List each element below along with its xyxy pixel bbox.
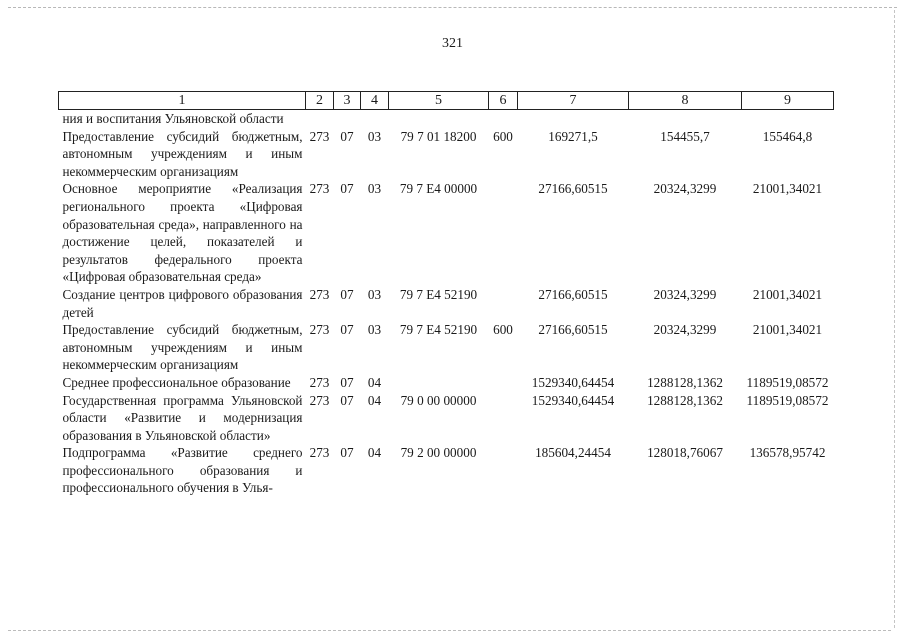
row-name: ния и воспитания Ульяновской области [62,111,284,126]
row-c8 [629,110,742,128]
row-c3 [334,110,361,128]
row-c4: 03 [367,286,382,302]
table-row [59,392,834,445]
row-c2: 273 [309,445,330,461]
row-c2: 273 [309,392,330,408]
row-c5: 79 7 01 18200 [400,128,477,144]
row-c8: 128018,76067 [647,445,723,461]
row-c5: 79 7 E4 52190 [399,286,478,302]
row-c2: 273 [309,322,330,338]
row-c7: 27166,60515 [538,286,608,302]
row-c3: 07 [340,322,354,338]
row-c3: 07 [340,286,354,302]
row-c4: 04 [367,374,382,390]
table-row [59,128,834,181]
header-col-3: 3 [334,92,361,110]
scan-edge-right [894,10,895,628]
row-c2: 273 [309,374,330,390]
row-c6 [489,374,518,392]
row-c6 [489,444,518,497]
budget-table [58,91,834,497]
row-c4: 04 [367,445,382,461]
row-c6 [489,110,518,128]
row-c9: 21001,34021 [752,181,823,197]
row-c2 [306,110,334,128]
table-row [59,286,834,321]
row-c5 [389,374,489,392]
row-c2: 273 [309,286,330,302]
table-row [59,321,834,374]
row-c9: 21001,34021 [752,286,823,302]
row-c3: 07 [340,392,354,408]
header-col-2: 2 [306,92,334,110]
row-c3: 07 [340,445,354,461]
row-c7 [518,110,629,128]
row-c6: 600 [493,322,513,338]
header-col-5: 5 [389,92,489,110]
table-header-row [59,92,834,110]
table-row [59,110,834,128]
row-c4 [361,110,389,128]
row-c3: 07 [340,128,354,144]
row-c4: 04 [367,392,382,408]
scan-edge-top [8,7,897,8]
row-c4: 03 [367,128,382,144]
row-c8: 20324,3299 [653,322,717,338]
table-row [59,444,834,497]
row-c6 [489,180,518,286]
header-col-6: 6 [489,92,518,110]
row-c6 [489,392,518,445]
row-c5 [389,110,489,128]
row-c5: 79 0 00 00000 [400,392,477,408]
row-c9: 155464,8 [762,128,813,144]
row-c9: 1189519,08572 [746,392,829,408]
row-name: Предоставление субсидий бюджетным, автономным учреждениям и иным некоммерческим организациям [62,128,303,179]
row-c9: 136578,95742 [749,445,826,461]
row-c4: 03 [367,322,382,338]
row-c8: 1288128,1362 [647,374,723,390]
row-name: Среднее профессиональное образование [62,374,291,390]
row-c5: 79 2 00 00000 [400,445,477,461]
row-name: Основное мероприятие «Реализация регионального проекта «Цифровая образовательная среда», направленного на достижение целей, показателей и результатов федерального проекта «Цифровая образовательная среда» [62,181,303,285]
row-c9: 1189519,08572 [746,374,829,390]
row-c9 [742,110,834,128]
row-c6: 600 [493,128,513,144]
row-c7: 27166,60515 [538,322,608,338]
row-c5: 79 7 E4 00000 [399,181,478,197]
row-c7: 27166,60515 [538,181,608,197]
row-c6 [489,286,518,321]
row-c3: 07 [340,374,354,390]
row-c2: 273 [309,128,330,144]
header-col-8: 8 [629,92,742,110]
row-c7: 1529340,64454 [531,392,615,408]
row-c2: 273 [309,181,330,197]
row-c7: 185604,24454 [535,445,611,461]
header-col-4: 4 [361,92,389,110]
row-c7: 169271,5 [548,128,598,144]
row-c8: 20324,3299 [653,181,717,197]
row-c7: 1529340,64454 [531,374,615,390]
row-name: Государственная программа Ульяновской области «Развитие и модернизация образования в Ульяновской области» [62,392,303,443]
row-c5: 79 7 E4 52190 [399,322,478,338]
header-col-1: 1 [59,92,306,110]
table-row [59,374,834,392]
page-number: 321 [442,36,463,51]
row-c8: 154455,7 [660,128,710,144]
scan-edge-bottom [8,630,891,631]
row-name: Предоставление субсидий бюджетным, автономным учреждениям и иным некоммерческим организациям [62,322,303,373]
header-col-7: 7 [518,92,629,110]
row-name: Подпрограмма «Развитие среднего профессионального образования и профессионального обучения в Улья- [62,445,303,496]
row-c9: 21001,34021 [752,322,823,338]
row-c3: 07 [340,181,354,197]
row-name: Создание центров цифрового образования детей [62,286,303,320]
row-c8: 1288128,1362 [647,392,723,408]
row-c8: 20324,3299 [653,286,717,302]
header-col-9: 9 [742,92,834,110]
row-c4: 03 [367,181,382,197]
table-row [59,180,834,286]
